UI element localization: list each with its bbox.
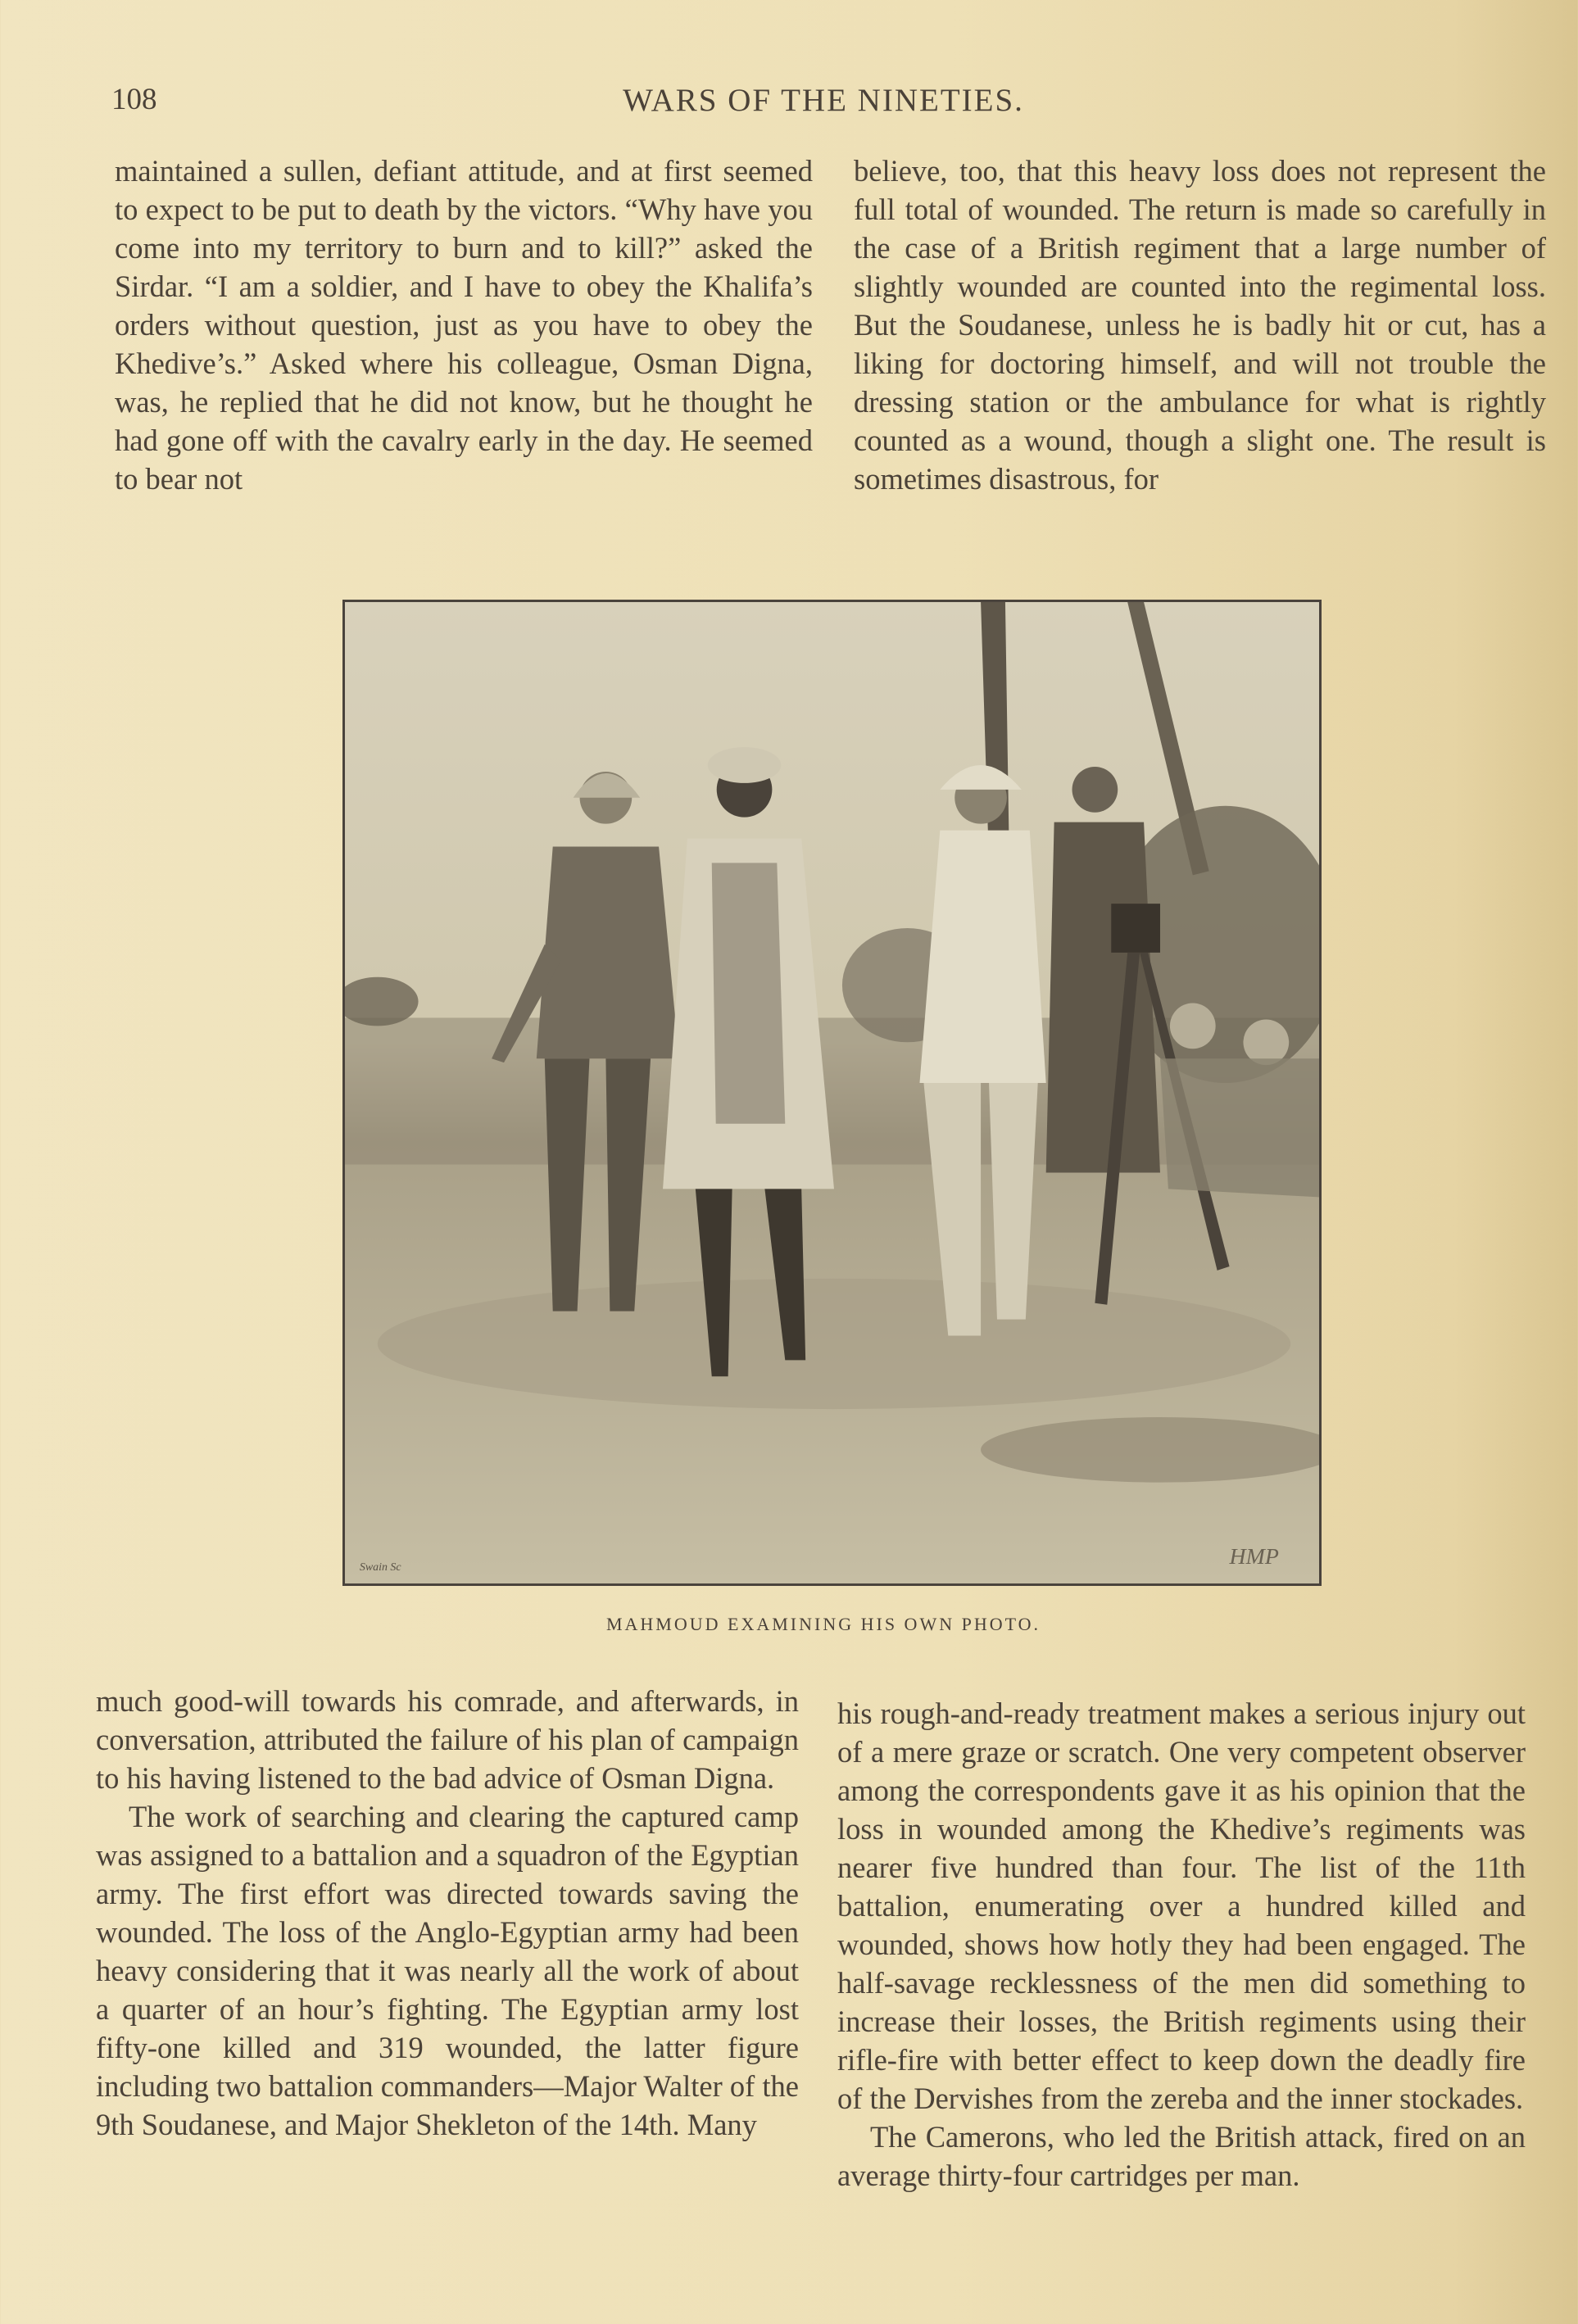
text-column-top-left xyxy=(115,152,813,498)
paragraph: maintained a sullen, defiant attitude, and at first seemed to expect to be put to death by the victors. “Why have you come into my territory to burn and to kill?” asked the Sirdar. “I am a soldier, and I have to obey the Khalifa’s orders without question, just as you have to obey the Khedive’s.” Asked where his colleague, Osman Digna, was, he replied that he did not know, but he thought he had gone off with the cavalry early in the day. He seemed to bear not xyxy=(115,154,813,496)
paragraph: The Camerons, who led the British attack, fired on an average thirty-four cartridges per man. xyxy=(837,2120,1526,2192)
page-number: 108 xyxy=(111,83,157,116)
photo-illustration xyxy=(342,600,1322,1586)
running-title: WARS OF THE NINETIES. xyxy=(623,83,1024,118)
artist-monogram: HMP xyxy=(1229,1544,1279,1570)
paragraph: his rough-and-ready treatment makes a serious injury out of a mere graze or scratch. One very competent observer among the correspondents gave it as his opinion that the loss in wounded among the Khedive’s regiments was nearer five hundred than four. The list of the 11th battalion, enumerating over a hundred killed and wounded, shows how hotly they had been engaged. The half-savage recklessness of the men did something to increase their losses, the British regiments using their rifle-fire with better effect to keep down the deadly fire of the Dervishes from the zereba and the inner stockades. xyxy=(837,1697,1526,2115)
engraver-signature: Swain Sc xyxy=(359,1561,401,1574)
text-column-bottom-left xyxy=(96,1682,799,2144)
paragraph: much good-will towards his comrade, and afterwards, in conversation, attributed the failure of his plan of campaign to his having listened to the bad advice of Osman Digna. xyxy=(96,1684,799,1795)
illustration-image xyxy=(345,602,1319,1583)
paragraph: believe, too, that this heavy loss does not represent the full total of wounded. The return is made so carefully in the case of a British regiment that a large number of slightly wounded are counted into the regimental loss. But the Soudanese, unless he is badly hit or cut, has a liking for doctoring himself, and will not trouble the dressing station or the ambulance for what is rightly counted as a wound, though a slight one. The result is sometimes disastrous, for xyxy=(854,154,1546,496)
figure-caption: MAHMOUD EXAMINING HIS OWN PHOTO. xyxy=(605,1614,1041,1634)
page-header xyxy=(0,82,1578,131)
text-column-top-right xyxy=(854,152,1546,498)
text-column-bottom-right xyxy=(837,1694,1526,2195)
paragraph: The work of searching and clearing the captured camp was assigned to a battalion and a squadron of the Egyptian army. The first effort was directed towards saving the wounded. The loss of the Anglo-Egyptian army had been heavy considering that it was nearly all the work of about a quarter of an hour’s fighting. The Egyptian army lost fifty-one killed and 319 wounded, the latter figure including two battalion commanders—Major Walter of the 9th Soudanese, and Major Shekleton of the 14th. Many xyxy=(96,1800,799,2141)
